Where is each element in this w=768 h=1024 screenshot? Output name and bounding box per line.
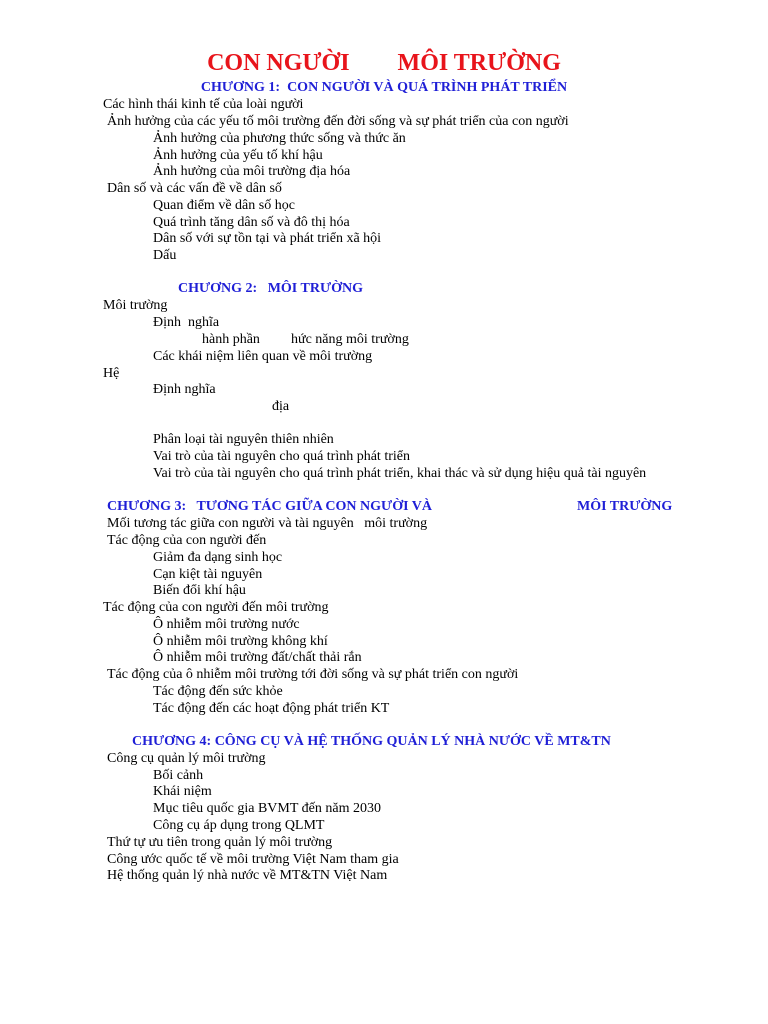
chapter-4-heading: CHƯƠNG 4: CÔNG CỤ VÀ HỆ THỐNG QUẢN LÝ NHÀ NƯỚC VỀ MT&TN (132, 734, 611, 749)
ch2-line-10: Vai trò của tài nguyên cho quá trình phát triển (153, 449, 410, 464)
ch4-line-6: Thứ tự ưu tiên trong quản lý môi trường (107, 835, 333, 850)
ch4-line-2: Bối cảnh (153, 768, 204, 783)
ch3-line-7: Ô nhiễm môi trường nước (153, 617, 300, 632)
ch1-line-7: Quan điểm về dân số học (153, 198, 295, 213)
ch2-line-3: hành phần (202, 332, 260, 347)
ch4-line-7: Công ước quốc tế về môi trường Việt Nam tham gia (107, 852, 399, 867)
ch2-line-11: Vai trò của tài nguyên cho quá trình phát triển, khai thác và sử dụng hiệu quả tài nguyên (153, 466, 647, 481)
ch1-line-5: Ảnh hưởng của môi trường địa hóa (153, 164, 351, 179)
ch1-line-1: Các hình thái kinh tế của loài người (103, 97, 304, 112)
document-title (0, 50, 768, 77)
ch1-line-4: Ảnh hưởng của yếu tố khí hậu (153, 148, 323, 163)
ch2-line-2: Định nghĩa (153, 315, 220, 330)
ch2-line-9: Phân loại tài nguyên thiên nhiên (153, 432, 334, 447)
ch3-line-11: Tác động đến sức khỏe (153, 684, 283, 699)
ch2-line-8: địa (272, 399, 290, 414)
ch4-line-4: Mục tiêu quốc gia BVMT đến năm 2030 (153, 801, 381, 816)
ch2-line-4: hức năng môi trường (291, 332, 409, 347)
ch3-line-9: Ô nhiễm môi trường đất/chất thải rắn (153, 650, 362, 665)
title-right: MÔI TRƯỜNG (397, 50, 561, 76)
ch1-line-10: Dấu (153, 248, 177, 263)
ch1-line-8: Quá trình tăng dân số và đô thị hóa (153, 215, 350, 230)
ch2-line-1: Môi trường (103, 298, 168, 313)
chapter-2-heading: CHƯƠNG 2: MÔI TRƯỜNG (178, 281, 363, 296)
ch3-line-4: Cạn kiệt tài nguyên (153, 567, 263, 582)
ch3-line-3: Giảm đa dạng sinh học (153, 550, 283, 565)
title-left: CON NGƯỜI (207, 50, 350, 76)
ch2-line-5: Các khái niệm liên quan về môi trường (153, 349, 373, 364)
ch3-line-10: Tác động của ô nhiễm môi trường tới đời sống và sự phát triển con người (107, 667, 519, 682)
chapter-1-heading: CHƯƠNG 1: CON NGƯỜI VÀ QUÁ TRÌNH PHÁT TRIỂN (200, 80, 568, 95)
ch1-line-3: Ảnh hưởng của phương thức sống và thức ăn (153, 131, 406, 146)
ch3-line-12: Tác động đến các hoạt động phát triển KT (153, 701, 390, 716)
ch1-line-6: Dân số và các vấn đề về dân số (107, 181, 282, 196)
chapter-3-heading-right: MÔI TRƯỜNG (577, 499, 673, 514)
ch3-line-1: Mối tương tác giữa con người và tài nguyên môi trường (107, 516, 428, 531)
ch1-line-9: Dân số với sự tồn tại và phát triển xã hội (153, 231, 382, 246)
ch1-line-2: Ảnh hưởng của các yếu tố môi trường đến đời sống và sự phát triển của con người (107, 114, 569, 129)
ch4-line-3: Khái niệm (153, 784, 212, 799)
ch2-line-7: Định nghĩa (153, 382, 216, 397)
ch2-line-6: Hệ (103, 366, 120, 381)
ch3-line-5: Biến đổi khí hậu (153, 583, 246, 598)
ch4-line-1: Công cụ quản lý môi trường (107, 751, 266, 766)
ch3-line-6: Tác động của con người đến môi trường (103, 600, 329, 615)
ch4-line-8: Hệ thống quản lý nhà nước về MT&TN Việt Nam (107, 868, 388, 883)
ch4-line-5: Công cụ áp dụng trong QLMT (153, 818, 325, 833)
ch3-line-8: Ô nhiễm môi trường không khí (153, 634, 328, 649)
chapter-3-heading-left: CHƯƠNG 3: TƯƠNG TÁC GIỮA CON NGƯỜI VÀ (107, 499, 432, 514)
ch3-line-2: Tác động của con người đến (107, 533, 267, 548)
